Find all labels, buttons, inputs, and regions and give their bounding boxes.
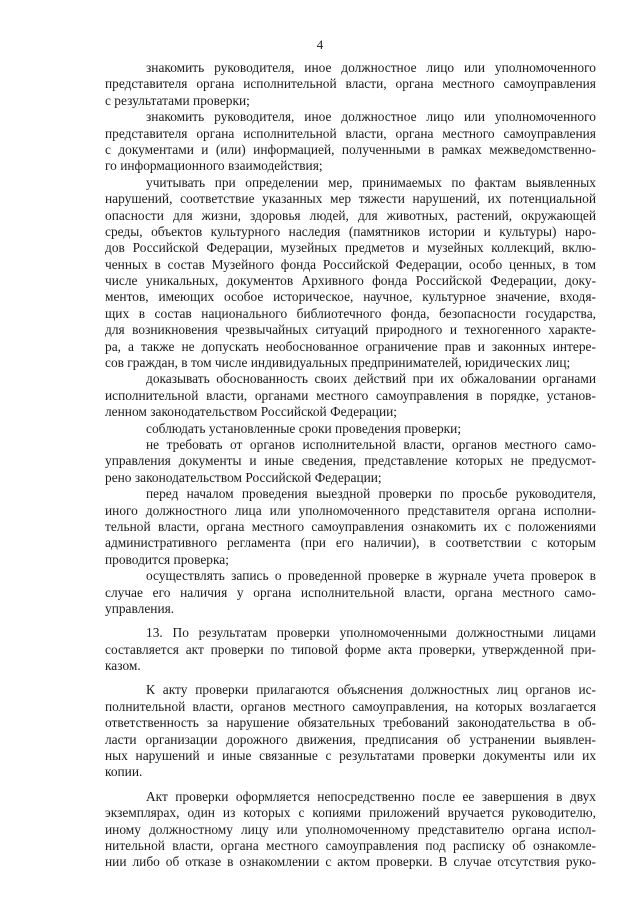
text-line [105, 568, 596, 584]
text-line-content: представителя органа исполнительной власти, органа местного самоуправления [105, 125, 596, 141]
text-line [105, 682, 596, 698]
text-line-content: осуществлять запись о проведенной проверке в журнале учета проверок в [146, 568, 596, 584]
text-line [105, 388, 596, 404]
paragraph [105, 486, 596, 568]
text-line [105, 838, 596, 854]
text-line-content: знакомить руководителя, иное должностное лицо или уполномоченного [146, 60, 596, 75]
text-line-content: нарушений, соответствие указанных мер тяжести нарушений, их потенциальной [105, 191, 596, 207]
text-line [105, 715, 596, 731]
text-line [105, 642, 596, 658]
text-line [105, 764, 596, 780]
paragraph [105, 371, 596, 420]
text-line-content: с результатами проверки; [105, 92, 250, 108]
text-line-content: перед началом проведения выездной проверки по просьбе руководителя, [146, 486, 597, 502]
text-line-content: ленном законодательством Российской Федерации; [105, 404, 398, 420]
text-line-content: случае его наличия у органа исполнительной власти, органа местного само- [105, 584, 596, 600]
text-line-content: опасности для жизни, здоровья людей, для животных, растений, окружающей [105, 207, 597, 223]
text-line-content: 13. По результатам проверки уполномоченными должностными лицами [146, 625, 596, 641]
text-line [105, 158, 596, 174]
text-line [105, 552, 596, 568]
text-line-content: ра, а также не допускать необоснованное ограничение прав и законных интере- [105, 338, 596, 354]
text-line-content: административного регламента (при его наличии), в соответствии с которым [105, 535, 596, 551]
text-line-content: для возникновения чрезвычайных ситуаций природного и техногенного характе- [105, 322, 596, 338]
text-line-content: ных нарушений и иные связанные с результатами проверки документы или их [105, 748, 597, 764]
text-line-content: дов Российской Федерации, музейных предметов и музейных коллекций, вклю- [105, 240, 597, 256]
text-line-content: ментов, имеющих особое историческое, научное, культурное значение, входя- [105, 289, 596, 305]
text-line-content: с документами и (или) информацией, полученными в рамках межведомственно- [105, 141, 597, 157]
text-line [105, 175, 596, 191]
text-line [105, 453, 596, 469]
text-line [105, 339, 596, 355]
text-line-content: полнительной власти, органов местного самоуправления, на которых возлагается [105, 698, 596, 714]
text-line-content: го информационного взаимодействия; [105, 158, 323, 174]
text-line-content: иного должностного лица или уполномоченного представителя органа исполни- [105, 502, 596, 518]
text-line [105, 421, 596, 437]
text-line [105, 503, 596, 519]
text-line-content: казом. [105, 658, 141, 674]
text-line [105, 60, 596, 76]
text-line-content: ченных в состав Музейного фонда Российской Федерации, особо ценных, в том [105, 256, 597, 272]
text-line [105, 93, 596, 109]
text-line [105, 535, 596, 551]
text-line [105, 306, 596, 322]
text-line-content: не требовать от органов исполнительной власти, органов местного само- [146, 436, 597, 452]
text-line-content: ответственность за нарушение обязательных требований законодательства в об- [105, 715, 596, 731]
paragraph [105, 109, 596, 175]
text-line [105, 142, 596, 158]
text-line [105, 322, 596, 338]
text-line-content: управления. [105, 600, 175, 616]
text-line [105, 355, 596, 371]
text-line [105, 699, 596, 715]
text-line-content: ласти организации дорожного движения, предписания об устранении выявлен- [105, 731, 596, 747]
text-line [105, 519, 596, 535]
text-line [105, 585, 596, 601]
paragraph [105, 175, 596, 372]
text-line [105, 805, 596, 821]
text-line [105, 224, 596, 240]
text-line [105, 601, 596, 617]
paragraph [105, 682, 596, 780]
text-line [105, 126, 596, 142]
text-line [105, 437, 596, 453]
paragraph [105, 421, 596, 437]
text-line [105, 732, 596, 748]
paragraph [105, 437, 596, 486]
paragraph [105, 789, 596, 871]
paragraph [105, 625, 596, 674]
text-line-content: управления документы и иные сведения, представление которых не предусмот- [105, 453, 597, 469]
text-line [105, 289, 596, 305]
text-line [105, 208, 596, 224]
text-line [105, 257, 596, 273]
text-line-content: доказывать обоснованность своих действий при их обжаловании органами [146, 371, 597, 387]
text-line [105, 486, 596, 502]
text-line [105, 822, 596, 838]
text-line-content: числе уникальных, документов Архивного фонда Российской Федерации, доку- [105, 273, 597, 289]
text-line-content: копии. [105, 764, 143, 780]
text-line [105, 854, 596, 870]
text-line [105, 404, 596, 420]
text-line [105, 371, 596, 387]
text-line [105, 658, 596, 674]
text-line [105, 109, 596, 125]
text-line-content: знакомить руководителя, иное должностное лицо или уполномоченного [146, 109, 596, 125]
text-line-content: составляется акт проверки по типовой форме акта проверки, утвержденной при- [105, 641, 596, 657]
text-line [105, 273, 596, 289]
text-line-content: тельной власти, органа местного самоуправления ознакомить их с положениями [105, 518, 597, 534]
text-line-content: среды, объектов культурного наследия (памятников истории и культуры) наро- [105, 223, 596, 239]
text-line-content: нительной власти, органа местного самоуправления под расписку об ознакомле- [105, 837, 596, 853]
text-line-content: К акту проверки прилагаются объяснения должностных лиц органов ис- [146, 682, 597, 698]
text-line-content: сов граждан, в том числе индивидуальных предпринимателей, юридических лиц; [105, 355, 571, 371]
text-line-content: экземплярах, один из которых с копиями приложений вручается руководителю, [105, 805, 597, 821]
document-body [105, 60, 596, 871]
text-line-content: иному должностному лицу или уполномоченному представителю органа испол- [105, 821, 596, 837]
text-line-content: представителя органа исполнительной власти, органа местного самоуправления [105, 76, 596, 92]
text-line-content: проводится проверка; [105, 551, 229, 567]
text-line-content: Акт проверки оформляется непосредственно после ее завершения в двух [146, 788, 596, 804]
text-line-content: нии либо об отказе в ознакомлении с актом проверки. В случае отсутствия руко- [105, 854, 597, 870]
text-line [105, 748, 596, 764]
text-line [105, 470, 596, 486]
text-line-content: щих в состав национального библиотечного фонда, безопасности государства, [105, 305, 596, 321]
text-line-content: рено законодательством Российской Федерации; [105, 469, 382, 485]
text-line-content: соблюдать установленные сроки проведения проверки; [146, 420, 462, 436]
text-line [105, 240, 596, 256]
text-line [105, 625, 596, 641]
text-line [105, 191, 596, 207]
page-number: 4 [316, 37, 324, 52]
text-line [105, 789, 596, 805]
text-line-content: учитывать при определении мер, принимаемых по фактам выявленных [146, 174, 596, 190]
text-line [105, 76, 596, 92]
paragraph [105, 568, 596, 617]
paragraph [105, 60, 596, 109]
text-line-content: исполнительной власти, органами местного самоуправления в порядке, установ- [105, 387, 596, 403]
